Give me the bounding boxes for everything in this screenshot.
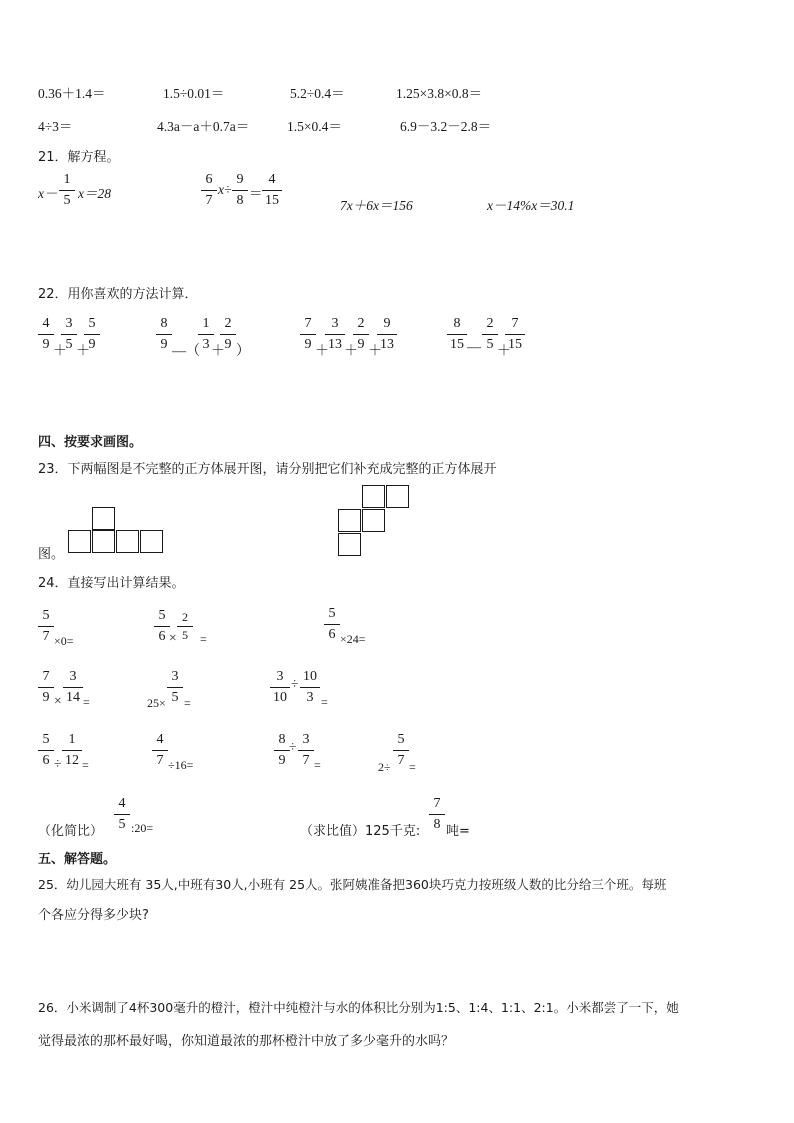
- denominator: 13: [328, 337, 342, 352]
- fraction: [300, 316, 316, 353]
- denominator: 5: [63, 193, 71, 208]
- calc-tail: ×24=: [340, 632, 366, 646]
- fraction: [325, 316, 345, 353]
- numerator: 7: [304, 316, 312, 331]
- operator: ＋: [368, 344, 382, 359]
- calc-tail: 吨=: [446, 824, 470, 839]
- numerator: 5: [88, 316, 96, 331]
- denominator: 7: [156, 753, 164, 768]
- eq4: x－14%x＝30.1: [487, 198, 575, 213]
- denominator: 9: [42, 690, 50, 705]
- numerator: 5: [158, 608, 166, 623]
- calc-prefix: 25×: [147, 696, 166, 710]
- denominator: 10: [273, 690, 287, 705]
- fraction: [59, 172, 75, 209]
- q26-line2: 觉得最浓的那杯最好喝，你知道最浓的那杯橙汁中放了多少毫升的水吗？: [38, 1034, 455, 1049]
- denominator: 5: [182, 628, 188, 642]
- fraction: [84, 316, 100, 353]
- denominator: 6: [158, 629, 166, 644]
- numerator: 5: [328, 606, 336, 621]
- denominator: 7: [42, 629, 50, 644]
- net-square: [92, 530, 115, 553]
- numerator: 10: [303, 669, 317, 684]
- numerator: 4: [268, 172, 276, 187]
- calc-item: 1.25×3.8×0.8＝: [396, 86, 483, 101]
- q23-tail: 图。: [38, 547, 65, 562]
- calc-tail: =: [82, 758, 89, 772]
- fraction: [38, 608, 54, 645]
- calc-tail: =: [200, 632, 207, 646]
- operator: ＋: [53, 344, 67, 359]
- calc-item: 4.3a－a＋0.7a＝: [157, 119, 250, 134]
- denominator: 7: [205, 193, 213, 208]
- calc-tail: ×0=: [54, 634, 74, 648]
- operator: —（: [172, 344, 200, 359]
- eq1-rhs: x＝28: [78, 186, 111, 201]
- numerator: 9: [383, 316, 391, 331]
- denominator: 7: [397, 753, 405, 768]
- fraction: [156, 316, 172, 353]
- operator: ÷: [291, 676, 299, 691]
- calc-tail: :20=: [131, 821, 154, 835]
- operator: ＋: [344, 344, 358, 359]
- numerator: 7: [511, 316, 519, 331]
- numerator: 3: [276, 669, 284, 684]
- denominator: 9: [160, 337, 168, 352]
- numerator: 2: [357, 316, 365, 331]
- fraction: [61, 316, 77, 353]
- calc-tail: =: [314, 758, 321, 772]
- fraction: [38, 732, 54, 769]
- denominator: 15: [265, 193, 279, 208]
- fraction: [114, 796, 130, 833]
- denominator: 9: [357, 337, 365, 352]
- numerator: 6: [205, 172, 213, 187]
- fraction: [353, 316, 369, 353]
- denominator: 9: [88, 337, 96, 352]
- numerator: 8: [278, 732, 286, 747]
- denominator: 9: [224, 337, 232, 352]
- net-square: [338, 533, 361, 556]
- denominator: 6: [42, 753, 50, 768]
- fraction: [177, 611, 193, 642]
- numerator: 1: [68, 732, 76, 747]
- denominator: 14: [66, 690, 80, 705]
- operator: ＋: [315, 344, 329, 359]
- q23-text: 23．下两幅图是不完整的正方体展开图，请分别把它们补充成完整的正方体展开: [38, 462, 497, 477]
- numerator: 5: [397, 732, 405, 747]
- denominator: 9: [304, 337, 312, 352]
- denominator: 12: [65, 753, 79, 768]
- denominator: 6: [328, 627, 336, 642]
- fraction: [300, 669, 320, 706]
- denominator: 9: [42, 337, 50, 352]
- calc-item: 1.5×0.4＝: [287, 119, 342, 134]
- eq1-lhs: x－: [38, 186, 58, 201]
- q26-line1: 26．小米调制了4杯300毫升的橙汁，橙汁中纯橙汁与水的体积比分别为1:5、1:4、1:1、2:1。小米都尝了一下，她: [38, 1000, 679, 1015]
- numerator: 8: [453, 316, 461, 331]
- numerator: 3: [69, 669, 77, 684]
- calc-tail: =: [409, 760, 416, 774]
- eq3: 7x＋6x＝156: [340, 198, 413, 213]
- fraction: [201, 172, 217, 209]
- numerator: 3: [65, 316, 73, 331]
- q22-heading: 22．用你喜欢的方法计算．: [38, 287, 198, 302]
- calc-item: 6.9－3.2－2.8＝: [400, 119, 492, 134]
- net-square: [68, 530, 91, 553]
- calc-item: 5.2÷0.4＝: [290, 86, 345, 101]
- calc-tail: =: [83, 695, 90, 709]
- denominator: 5: [486, 337, 494, 352]
- fraction: [63, 669, 83, 706]
- operator: ÷: [289, 739, 297, 754]
- numerator: 7: [42, 669, 50, 684]
- q25-line2: 个各应分得多少块?: [38, 908, 149, 923]
- numerator: 4: [42, 316, 50, 331]
- operator: —: [467, 340, 481, 355]
- fraction: [38, 316, 54, 353]
- operator: ×: [54, 693, 62, 708]
- section5-title: 五、解答题。: [38, 852, 117, 867]
- net-square: [140, 530, 163, 553]
- denominator: 3: [306, 690, 314, 705]
- numerator: 1: [63, 172, 71, 187]
- operator: ＋: [497, 344, 511, 359]
- denominator: 3: [202, 337, 210, 352]
- q24-heading: 24．直接写出计算结果。: [38, 576, 185, 591]
- numerator: 7: [433, 796, 441, 811]
- eq2-equals: ＝: [249, 186, 263, 201]
- denominator: 9: [278, 753, 286, 768]
- eq2-op: x÷: [218, 182, 232, 197]
- numerator: 1: [202, 316, 210, 331]
- denominator: 5: [118, 817, 126, 832]
- fraction: [270, 669, 290, 706]
- fraction: [393, 732, 409, 769]
- fraction: [482, 316, 498, 353]
- operator: ÷: [54, 756, 62, 771]
- section4-title: 四、按要求画图。: [38, 435, 143, 450]
- numerator: 3: [302, 732, 310, 747]
- calc-prefix: 2÷: [378, 760, 391, 774]
- numerator: 2: [224, 316, 232, 331]
- calc-item: 0.36＋1.4＝: [38, 86, 106, 101]
- fraction: [447, 316, 467, 353]
- numerator: 2: [182, 610, 188, 624]
- fraction: [429, 796, 445, 833]
- net-square: [362, 509, 385, 532]
- denominator: 5: [65, 337, 73, 352]
- fraction: [274, 732, 290, 769]
- calc-prefix: （求比值）125千克:: [300, 824, 421, 839]
- fraction: [377, 316, 397, 353]
- numerator: 3: [171, 669, 179, 684]
- numerator: 8: [160, 316, 168, 331]
- calc-tail: =: [321, 695, 328, 709]
- fraction: [220, 316, 236, 353]
- operator: ×: [169, 630, 177, 645]
- net-square: [362, 485, 385, 508]
- operator: ＋: [76, 344, 90, 359]
- numerator: 4: [118, 796, 126, 811]
- fraction: [262, 172, 282, 209]
- fraction: [152, 732, 168, 769]
- net-square: [116, 530, 139, 553]
- denominator: 13: [380, 337, 394, 352]
- fraction: [167, 669, 183, 706]
- net-square: [92, 507, 115, 530]
- denominator: 8: [236, 193, 244, 208]
- numerator: 5: [42, 732, 50, 747]
- fraction: [232, 172, 248, 209]
- numerator: 9: [236, 172, 244, 187]
- numerator: 2: [486, 316, 494, 331]
- calc-tail: ÷16=: [168, 758, 194, 772]
- calc-prefix: （化简比）: [38, 824, 104, 839]
- fraction: [38, 669, 54, 706]
- fraction: [154, 608, 170, 645]
- fraction: [298, 732, 314, 769]
- operator: ＋: [211, 344, 225, 359]
- denominator: 5: [171, 690, 179, 705]
- calc-tail: =: [184, 696, 191, 710]
- denominator: 7: [302, 753, 310, 768]
- q25-line1: 25．幼儿园大班有 35人,中班有30人,小班有 25人。张阿姨准备把360块巧克力按班级人数的比分给三个班。每班: [38, 877, 667, 892]
- q21-heading: 21．解方程。: [38, 150, 120, 165]
- denominator: 15: [508, 337, 522, 352]
- fraction: [324, 606, 340, 643]
- fraction: [62, 732, 82, 769]
- calc-item: 1.5÷0.01＝: [163, 86, 225, 101]
- denominator: 15: [450, 337, 464, 352]
- fraction: [505, 316, 525, 353]
- numerator: 4: [156, 732, 164, 747]
- operator: ）: [236, 344, 250, 359]
- calc-item: 4÷3＝: [38, 119, 73, 134]
- net-square: [386, 485, 409, 508]
- net-square: [338, 509, 361, 532]
- numerator: 3: [331, 316, 339, 331]
- numerator: 5: [42, 608, 50, 623]
- denominator: 8: [433, 817, 441, 832]
